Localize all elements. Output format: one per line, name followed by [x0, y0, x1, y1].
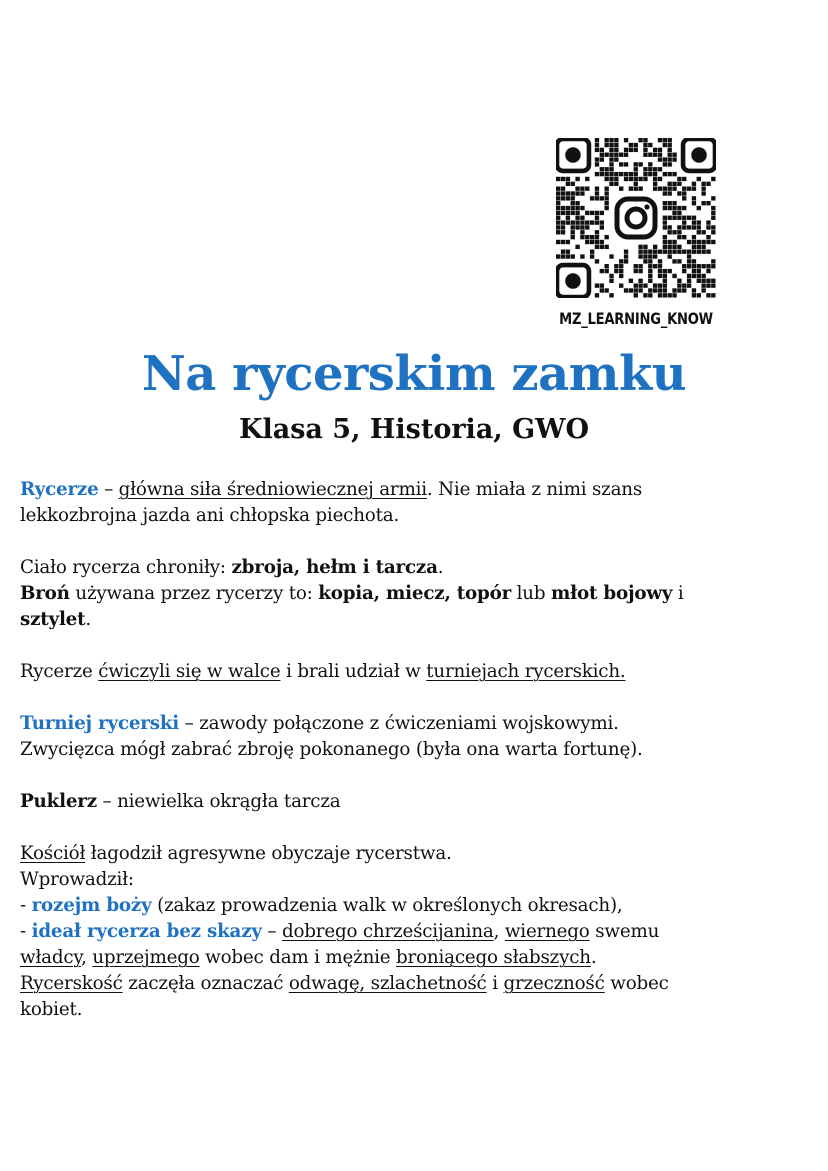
text: zaczęła oznaczać	[122, 973, 289, 994]
text: używana przez rycerzy to:	[69, 583, 319, 604]
term-highlight: rozejm boży	[31, 895, 152, 916]
text: – niewielka okrągła tarcza	[96, 791, 341, 812]
text: ,	[81, 947, 93, 968]
text: . Nie miała z nimi szans	[426, 479, 643, 500]
underlined-text: władcy	[20, 947, 82, 968]
bold-text: sztylet	[20, 609, 86, 630]
text: -	[20, 921, 32, 942]
underlined-text: turniejach rycerskich.	[426, 661, 626, 682]
text: – zawody połączone z ćwiczeniami wojskowymi.	[179, 713, 619, 734]
underlined-text: dobrego chrześcijanina	[281, 921, 494, 942]
paragraph	[20, 477, 820, 529]
bold-text: młot bojowy	[550, 583, 673, 604]
bold-text: kopia, miecz, topór	[318, 583, 512, 604]
page-title: Na rycerskim zamku	[141, 346, 687, 402]
underlined-text: uprzejmego	[92, 947, 200, 968]
instagram-icon	[617, 199, 655, 237]
qr-finder-pattern	[683, 139, 715, 171]
text: i	[486, 973, 504, 994]
text: wobec	[604, 973, 669, 994]
text: swemu	[589, 921, 660, 942]
document-body	[20, 477, 820, 1049]
term-highlight: Turniej rycerski	[20, 713, 180, 734]
qr-finder-pattern	[557, 265, 589, 297]
text: kobiet.	[20, 999, 83, 1020]
text: Ciało rycerza chroniły:	[20, 557, 232, 578]
text: i brali udział w	[280, 661, 427, 682]
text: i	[672, 583, 684, 604]
text: –	[261, 921, 282, 942]
bold-text: Broń	[20, 583, 70, 604]
bold-text: zbroja, hełm i tarcza	[231, 557, 438, 578]
underlined-text: broniącego słabszych	[396, 947, 591, 968]
underlined-text: Kościół	[20, 843, 86, 864]
text: (zakaz prowadzenia walk w określonych okresach),	[151, 895, 623, 916]
paragraph	[20, 555, 820, 633]
bold-text: Puklerz	[20, 791, 97, 812]
term-highlight: Rycerze	[20, 479, 99, 500]
text: wobec dam i mężnie	[199, 947, 397, 968]
text: łagodził agresywne obyczaje rycerstwa.	[85, 843, 452, 864]
paragraph	[20, 841, 820, 1023]
instagram-handle: MZ_LEARNING_KNOW	[559, 309, 713, 328]
text: -	[20, 895, 32, 916]
text: Rycerze	[20, 661, 99, 682]
text: Wprowadził:	[20, 869, 134, 890]
page-subtitle: Klasa 5, Historia, GWO	[238, 414, 590, 445]
text: ,	[493, 921, 505, 942]
underlined-text: ćwiczyli się w walce	[98, 661, 281, 682]
term-highlight: ideał rycerza bez skazy	[31, 921, 262, 942]
underlined-text: odwagę, szlachetność	[288, 973, 487, 994]
underlined-text: wiernego	[504, 921, 590, 942]
text: .	[437, 557, 444, 578]
text: Zwycięzca mógł zabrać zbroję pokonanego (była ona warta fortunę).	[20, 739, 643, 760]
paragraph	[20, 659, 820, 685]
underlined-text: grzeczność	[503, 973, 605, 994]
qr-finder-pattern	[557, 139, 589, 171]
text: lekkozbrojna jazda ani chłopska piechota.	[20, 505, 400, 526]
text: .	[85, 609, 91, 630]
text: lub	[511, 583, 551, 604]
qr-code[interactable]	[556, 138, 716, 298]
underlined-text: Rycerskość	[20, 973, 123, 994]
paragraph	[20, 789, 820, 815]
underlined-text: główna siła średniowiecznej armii	[118, 479, 427, 500]
paragraph	[20, 711, 820, 763]
text: –	[98, 479, 119, 500]
text: .	[590, 947, 597, 968]
